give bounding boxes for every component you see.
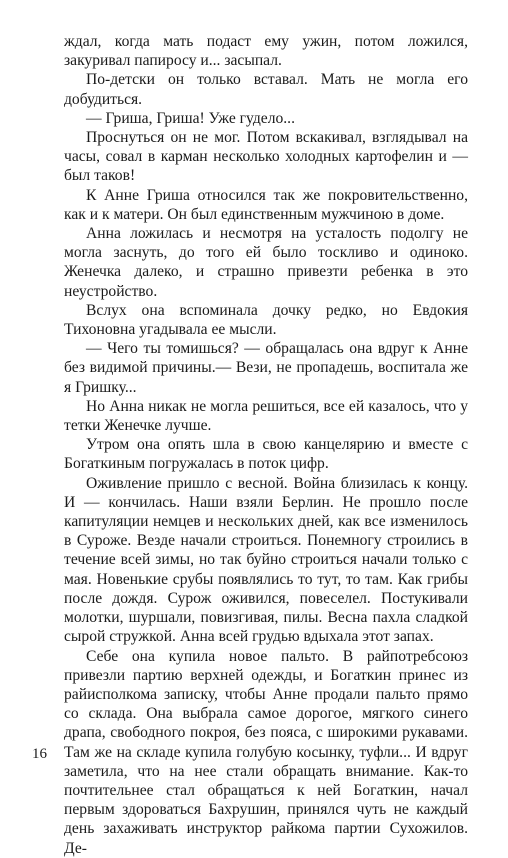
page-number: 16 bbox=[32, 746, 47, 762]
paragraph-2: По-детски он только вставал. Мать не могла его добудиться. bbox=[64, 71, 468, 108]
book-page-text bbox=[64, 32, 468, 858]
paragraph-12: Себе она купила новое пальто. В райпотребсоюз привезли партию верхней одежды, и Богаткин принес из райисполкома записку, чтобы Анне продали пальто прямо со склада. Она выбрала самое дорогое, мягкого синего драпа, свободного покроя, без пояса, с широкими рукавами. Там же на складе купила голубую косынку, туфли... И вдруг заметила, что на нее стали обращать внимание. Как-то почтительнее стал обращаться к ней Богаткин, начал первым здороваться Бахрушин, принялся чуть не каждый день захаживать инструктор райкома партии Сухожилов. Де- bbox=[64, 647, 468, 857]
paragraph-7: Вслух она вспоминала дочку редко, но Евдокия Тихоновна угадывала ее мысли. bbox=[64, 301, 468, 339]
paragraph-8: — Чего ты томишься? — обращалась она вдруг к Анне без видимой причины.— Вези, не пропадешь, воспитала же я Гришку... bbox=[64, 340, 468, 396]
paragraph-10: Утром она опять шла в свою канцелярию и вместе с Богаткиным погружалась в поток цифр. bbox=[64, 436, 468, 473]
paragraph-3: — Гриша, Гриша! Уже гудело... bbox=[86, 109, 295, 127]
paragraph-1: ждал, когда мать подаст ему ужин, потом ложился, закуривал папиросу и... засыпал. bbox=[64, 33, 468, 70]
paragraph-4: Проснуться он не мог. Потом вскакивал, взглядывал на часы, совал в карман несколько холодных картофелин и — был таков! bbox=[64, 129, 468, 185]
paragraph-11: Оживление пришло с весной. Война близилась к концу. И — кончилась. Наши взяли Берлин. Не прошло после капитуляции немцев и нескольких дней, как все изменилось в Суроже. Везде начали строиться. Понемногу строились в течение всей зимы, но так буйно строиться начали только с мая. Новенькие срубы появлялись то тут, то там. Как грибы после дождя. Сурож оживился, повеселел. Постукивали молотки, шуршали, повизгивая, пилы. Весна пахла сладкой сырой стружкой. Анна всей грудью вдыхала этот запах. bbox=[64, 474, 468, 646]
paragraph-5: К Анне Гриша относился так же покровительственно, как и к матери. Он был единственным мужчиною в доме. bbox=[64, 186, 468, 223]
paragraph-6: Анна ложилась и несмотря на усталость подолгу не могла заснуть, до того ей было тоскливо и одиноко. Женечка далеко, и страшно привезти ребенка в это неустройство. bbox=[64, 225, 468, 300]
paragraph-9: Но Анна никак не могла решиться, все ей казалось, что у тетки Женечке лучше. bbox=[64, 397, 468, 435]
